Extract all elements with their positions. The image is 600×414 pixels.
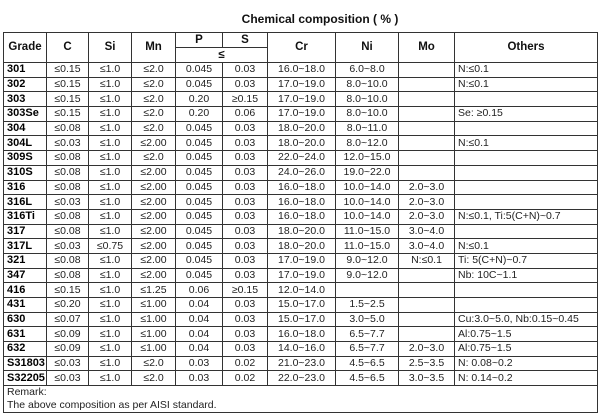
cell-grade: 302 — [4, 77, 47, 92]
table-row — [4, 298, 598, 313]
cell-grade: 309S — [4, 151, 47, 166]
cell-cr: 24.0~26.0 — [268, 165, 336, 180]
cell-cr: 15.0~17.0 — [268, 298, 336, 313]
cell-p: 0.04 — [176, 342, 223, 357]
header-si: Si — [89, 33, 132, 63]
cell-mn: ≤2.00 — [132, 224, 176, 239]
cell-mn: ≤2.0 — [132, 371, 176, 386]
cell-others: Nb: 10C~1.1 — [455, 268, 598, 283]
cell-s: 0.03 — [223, 253, 268, 268]
cell-ni: 8.0~10.0 — [336, 77, 399, 92]
table-row — [4, 239, 598, 254]
cell-mo — [399, 121, 455, 136]
cell-grade: S31803 — [4, 356, 47, 371]
table-title: Chemical composition ( % ) — [241, 12, 399, 26]
cell-s: 0.03 — [223, 342, 268, 357]
cell-grade: 632 — [4, 342, 47, 357]
cell-p: 0.045 — [176, 151, 223, 166]
cell-mo: 2.0~3.0 — [399, 195, 455, 210]
cell-c: ≤0.15 — [47, 92, 89, 107]
cell-s: 0.03 — [223, 151, 268, 166]
cell-grade: S32205 — [4, 371, 47, 386]
table-row — [4, 195, 598, 210]
cell-p: 0.045 — [176, 209, 223, 224]
cell-grade: 316Ti — [4, 209, 47, 224]
table-row — [4, 107, 598, 122]
cell-ni: 8.0~10.0 — [336, 107, 399, 122]
cell-mn: ≤2.0 — [132, 77, 176, 92]
table-row — [4, 136, 598, 151]
cell-mn: ≤2.0 — [132, 107, 176, 122]
cell-mo: 3.0~3.5 — [399, 371, 455, 386]
remark-text-row — [4, 399, 598, 413]
cell-cr: 21.0~23.0 — [268, 356, 336, 371]
cell-ni: 11.0~15.0 — [336, 224, 399, 239]
cell-p: 0.045 — [176, 63, 223, 78]
cell-si: ≤1.0 — [89, 327, 132, 342]
cell-cr: 12.0~14.0 — [268, 283, 336, 298]
cell-s: 0.03 — [223, 180, 268, 195]
cell-grade: 317 — [4, 224, 47, 239]
cell-si: ≤1.0 — [89, 107, 132, 122]
cell-others: Ti: 5(C+N)~0.7 — [455, 253, 598, 268]
table-row — [4, 224, 598, 239]
cell-s: ≥0.15 — [223, 283, 268, 298]
cell-others — [455, 180, 598, 195]
cell-c: ≤0.20 — [47, 298, 89, 313]
cell-grade: 303 — [4, 92, 47, 107]
cell-cr: 17.0~19.0 — [268, 253, 336, 268]
cell-si: ≤1.0 — [89, 253, 132, 268]
table-row — [4, 121, 598, 136]
cell-c: ≤0.03 — [47, 356, 89, 371]
cell-ni: 19.0~22.0 — [336, 165, 399, 180]
cell-mn: ≤2.00 — [132, 180, 176, 195]
table-row — [4, 342, 598, 357]
header-mo: Mo — [399, 33, 455, 63]
header-others: Others — [455, 33, 598, 63]
cell-mo: 3.0~4.0 — [399, 239, 455, 254]
cell-grade: 304 — [4, 121, 47, 136]
cell-p: 0.03 — [176, 371, 223, 386]
cell-si: ≤1.0 — [89, 268, 132, 283]
cell-c: ≤0.03 — [47, 136, 89, 151]
cell-others — [455, 151, 598, 166]
table-row — [4, 63, 598, 78]
cell-others — [455, 298, 598, 313]
cell-s: 0.06 — [223, 107, 268, 122]
cell-mo: 2.0~3.0 — [399, 209, 455, 224]
cell-mo: 3.0~4.0 — [399, 224, 455, 239]
cell-c: ≤0.15 — [47, 77, 89, 92]
cell-grade: 301 — [4, 63, 47, 78]
cell-cr: 16.0~18.0 — [268, 195, 336, 210]
cell-cr: 18.0~20.0 — [268, 224, 336, 239]
cell-others: N:≤0.1 — [455, 239, 598, 254]
cell-ni: 6.5~7.7 — [336, 342, 399, 357]
cell-mn: ≤1.00 — [132, 298, 176, 313]
cell-ni: 3.0~5.0 — [336, 312, 399, 327]
cell-c: ≤0.08 — [47, 253, 89, 268]
cell-ni: 8.0~11.0 — [336, 121, 399, 136]
cell-si: ≤1.0 — [89, 224, 132, 239]
cell-c: ≤0.03 — [47, 371, 89, 386]
cell-others — [455, 165, 598, 180]
cell-others: Al:0.75~1.5 — [455, 327, 598, 342]
cell-s: 0.03 — [223, 136, 268, 151]
cell-others — [455, 195, 598, 210]
cell-mo — [399, 165, 455, 180]
cell-si: ≤1.0 — [89, 356, 132, 371]
cell-c: ≤0.03 — [47, 239, 89, 254]
cell-s: 0.03 — [223, 298, 268, 313]
cell-mo — [399, 298, 455, 313]
cell-mn: ≤1.00 — [132, 342, 176, 357]
cell-si: ≤1.0 — [89, 371, 132, 386]
remark-row — [4, 386, 598, 400]
header-s: S — [223, 33, 268, 48]
cell-si: ≤1.0 — [89, 151, 132, 166]
cell-c: ≤0.08 — [47, 180, 89, 195]
cell-ni: 10.0~14.0 — [336, 195, 399, 210]
cell-others: N: 0.08~0.2 — [455, 356, 598, 371]
table-row — [4, 151, 598, 166]
cell-cr: 15.0~17.0 — [268, 312, 336, 327]
cell-p: 0.045 — [176, 239, 223, 254]
cell-others: Al:0.75~1.5 — [455, 342, 598, 357]
cell-c: ≤0.08 — [47, 224, 89, 239]
remark-text: The above composition as per AISI standard. — [4, 399, 598, 413]
header-ps-max: ≤ — [176, 48, 268, 63]
cell-cr: 22.0~23.0 — [268, 371, 336, 386]
chemical-composition-table — [3, 32, 598, 413]
cell-c: ≤0.08 — [47, 151, 89, 166]
cell-mn: ≤2.00 — [132, 209, 176, 224]
cell-grade: 321 — [4, 253, 47, 268]
cell-p: 0.06 — [176, 283, 223, 298]
cell-p: 0.045 — [176, 195, 223, 210]
cell-p: 0.045 — [176, 77, 223, 92]
header-c: C — [47, 33, 89, 63]
table-body — [4, 63, 598, 386]
cell-mn: ≤2.00 — [132, 165, 176, 180]
cell-mo — [399, 136, 455, 151]
cell-c: ≤0.15 — [47, 107, 89, 122]
cell-others: N: 0.14~0.2 — [455, 371, 598, 386]
header-ni: Ni — [336, 33, 399, 63]
cell-cr: 17.0~19.0 — [268, 107, 336, 122]
cell-si: ≤1.0 — [89, 92, 132, 107]
table-row — [4, 327, 598, 342]
cell-mo — [399, 268, 455, 283]
cell-s: 0.03 — [223, 312, 268, 327]
table-row — [4, 165, 598, 180]
cell-s: 0.03 — [223, 63, 268, 78]
cell-s: 0.02 — [223, 371, 268, 386]
cell-c: ≤0.08 — [47, 121, 89, 136]
cell-mo — [399, 151, 455, 166]
header-row — [4, 33, 598, 48]
cell-si: ≤1.0 — [89, 342, 132, 357]
cell-si: ≤0.75 — [89, 239, 132, 254]
cell-others: N:≤0.1, Ti:5(C+N)~0.7 — [455, 209, 598, 224]
cell-cr: 18.0~20.0 — [268, 121, 336, 136]
cell-s: ≥0.15 — [223, 92, 268, 107]
table-row — [4, 180, 598, 195]
cell-c: ≤0.08 — [47, 268, 89, 283]
cell-mn: ≤2.00 — [132, 253, 176, 268]
cell-mn: ≤2.00 — [132, 136, 176, 151]
cell-ni: 4.5~6.5 — [336, 371, 399, 386]
cell-cr: 18.0~20.0 — [268, 136, 336, 151]
cell-ni: 4.5~6.5 — [336, 356, 399, 371]
cell-s: 0.02 — [223, 356, 268, 371]
cell-grade: 347 — [4, 268, 47, 283]
cell-others: N:≤0.1 — [455, 136, 598, 151]
cell-mo: N:≤0.1 — [399, 253, 455, 268]
cell-mo — [399, 107, 455, 122]
cell-si: ≤1.0 — [89, 136, 132, 151]
cell-mo: 2.0~3.0 — [399, 180, 455, 195]
cell-mo — [399, 283, 455, 298]
cell-others — [455, 92, 598, 107]
cell-mn: ≤2.0 — [132, 121, 176, 136]
cell-si: ≤1.0 — [89, 180, 132, 195]
cell-ni: 9.0~12.0 — [336, 268, 399, 283]
cell-grade: 317L — [4, 239, 47, 254]
table-row — [4, 371, 598, 386]
cell-ni: 6.0~8.0 — [336, 63, 399, 78]
header-cr: Cr — [268, 33, 336, 63]
cell-ni: 8.0~12.0 — [336, 136, 399, 151]
cell-p: 0.045 — [176, 136, 223, 151]
cell-mo — [399, 92, 455, 107]
cell-ni: 6.5~7.7 — [336, 327, 399, 342]
table-row — [4, 77, 598, 92]
cell-mo: 2.5~3.5 — [399, 356, 455, 371]
cell-si: ≤1.0 — [89, 283, 132, 298]
cell-others — [455, 121, 598, 136]
cell-others: Se: ≥0.15 — [455, 107, 598, 122]
cell-ni: 11.0~15.0 — [336, 239, 399, 254]
cell-ni: 10.0~14.0 — [336, 209, 399, 224]
cell-grade: 431 — [4, 298, 47, 313]
cell-mo — [399, 77, 455, 92]
cell-mo — [399, 327, 455, 342]
header-p: P — [176, 33, 223, 48]
cell-mn: ≤2.00 — [132, 268, 176, 283]
cell-p: 0.045 — [176, 180, 223, 195]
table-row — [4, 312, 598, 327]
cell-ni: 8.0~10.0 — [336, 92, 399, 107]
cell-ni: 9.0~12.0 — [336, 253, 399, 268]
cell-c: ≤0.09 — [47, 327, 89, 342]
cell-cr: 16.0~18.0 — [268, 63, 336, 78]
cell-si: ≤1.0 — [89, 209, 132, 224]
cell-grade: 310S — [4, 165, 47, 180]
header-grade: Grade — [4, 33, 47, 63]
cell-p: 0.045 — [176, 253, 223, 268]
cell-cr: 17.0~19.0 — [268, 77, 336, 92]
cell-cr: 16.0~18.0 — [268, 209, 336, 224]
table-row — [4, 268, 598, 283]
cell-mn: ≤2.0 — [132, 151, 176, 166]
table-row — [4, 253, 598, 268]
cell-ni: 1.5~2.5 — [336, 298, 399, 313]
cell-mo — [399, 63, 455, 78]
cell-si: ≤1.0 — [89, 312, 132, 327]
cell-p: 0.045 — [176, 121, 223, 136]
cell-mo: 2.0~3.0 — [399, 342, 455, 357]
cell-grade: 630 — [4, 312, 47, 327]
cell-s: 0.03 — [223, 239, 268, 254]
table-row — [4, 283, 598, 298]
cell-p: 0.045 — [176, 165, 223, 180]
cell-ni: 12.0~15.0 — [336, 151, 399, 166]
cell-s: 0.03 — [223, 121, 268, 136]
cell-s: 0.03 — [223, 327, 268, 342]
table-row — [4, 209, 598, 224]
cell-si: ≤1.0 — [89, 77, 132, 92]
cell-mn: ≤1.00 — [132, 312, 176, 327]
cell-p: 0.045 — [176, 224, 223, 239]
cell-others — [455, 283, 598, 298]
cell-c: ≤0.15 — [47, 63, 89, 78]
cell-mo — [399, 312, 455, 327]
cell-grade: 631 — [4, 327, 47, 342]
cell-mn: ≤2.0 — [132, 92, 176, 107]
cell-s: 0.03 — [223, 209, 268, 224]
cell-c: ≤0.08 — [47, 209, 89, 224]
cell-mn: ≤2.0 — [132, 63, 176, 78]
cell-p: 0.04 — [176, 298, 223, 313]
cell-mn: ≤2.0 — [132, 356, 176, 371]
cell-ni — [336, 283, 399, 298]
cell-si: ≤1.0 — [89, 298, 132, 313]
cell-s: 0.03 — [223, 268, 268, 283]
cell-grade: 316 — [4, 180, 47, 195]
cell-mn: ≤1.25 — [132, 283, 176, 298]
cell-grade: 316L — [4, 195, 47, 210]
cell-p: 0.20 — [176, 107, 223, 122]
cell-c: ≤0.03 — [47, 195, 89, 210]
cell-others: N:≤0.1 — [455, 77, 598, 92]
cell-mn: ≤1.00 — [132, 327, 176, 342]
remark-label: Remark: — [4, 386, 598, 400]
cell-cr: 18.0~20.0 — [268, 239, 336, 254]
cell-cr: 22.0~24.0 — [268, 151, 336, 166]
cell-others: N:≤0.1 — [455, 63, 598, 78]
cell-others: Cu:3.0~5.0, Nb:0.15~0.45 — [455, 312, 598, 327]
cell-cr: 16.0~18.0 — [268, 327, 336, 342]
cell-p: 0.03 — [176, 356, 223, 371]
cell-ni: 10.0~14.0 — [336, 180, 399, 195]
cell-si: ≤1.0 — [89, 121, 132, 136]
cell-c: ≤0.15 — [47, 283, 89, 298]
cell-s: 0.03 — [223, 224, 268, 239]
cell-mn: ≤2.00 — [132, 239, 176, 254]
table-row — [4, 356, 598, 371]
cell-cr: 14.0~16.0 — [268, 342, 336, 357]
cell-c: ≤0.08 — [47, 165, 89, 180]
cell-si: ≤1.0 — [89, 195, 132, 210]
cell-cr: 17.0~19.0 — [268, 92, 336, 107]
cell-p: 0.04 — [176, 312, 223, 327]
cell-p: 0.04 — [176, 327, 223, 342]
header-mn: Mn — [132, 33, 176, 63]
cell-p: 0.20 — [176, 92, 223, 107]
cell-s: 0.03 — [223, 77, 268, 92]
cell-si: ≤1.0 — [89, 63, 132, 78]
cell-cr: 16.0~18.0 — [268, 180, 336, 195]
cell-cr: 17.0~19.0 — [268, 268, 336, 283]
cell-p: 0.045 — [176, 268, 223, 283]
cell-si: ≤1.0 — [89, 165, 132, 180]
cell-s: 0.03 — [223, 165, 268, 180]
cell-grade: 304L — [4, 136, 47, 151]
cell-others — [455, 224, 598, 239]
cell-grade: 416 — [4, 283, 47, 298]
cell-s: 0.03 — [223, 195, 268, 210]
cell-mn: ≤2.00 — [132, 195, 176, 210]
cell-c: ≤0.07 — [47, 312, 89, 327]
table-row — [4, 92, 598, 107]
cell-c: ≤0.09 — [47, 342, 89, 357]
cell-grade: 303Se — [4, 107, 47, 122]
